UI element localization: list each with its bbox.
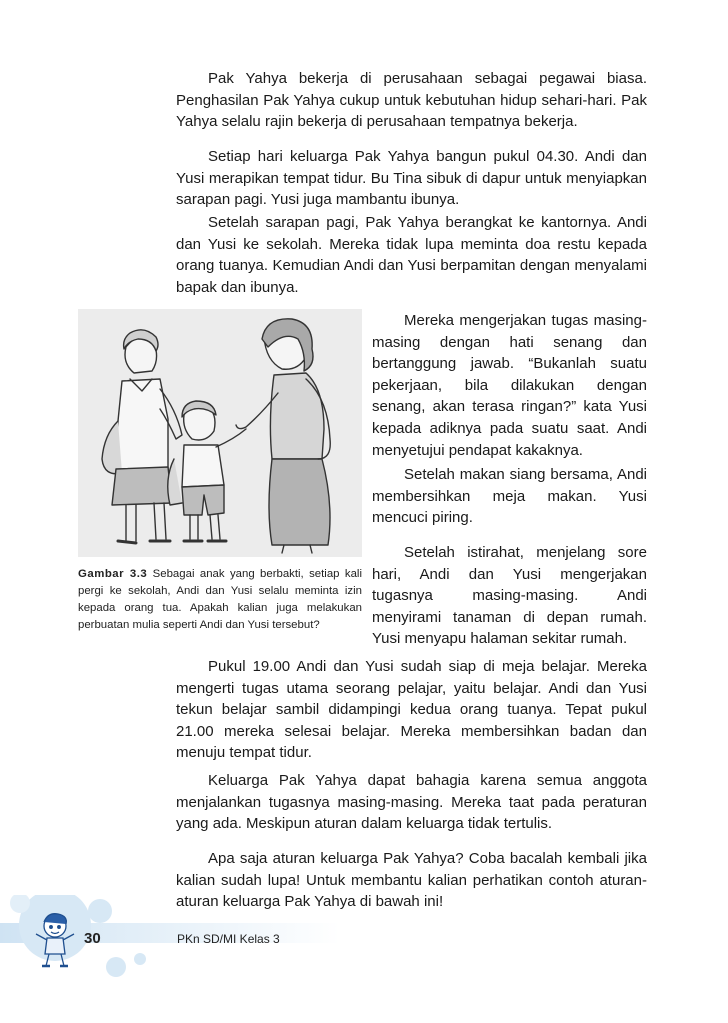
- illustration-children-greeting-mother: [78, 309, 362, 557]
- figure-caption-label: Gambar 3.3: [78, 568, 148, 580]
- paragraph-5: Setelah makan siang bersama, Andi membersihkan meja makan. Yusi mencuci piring.: [372, 466, 647, 527]
- paragraph-4: Mereka mengerjakan tugas masing-masing dengan hati senang dan bertanggung jawab. “Bukanlah suatu pekerjaan, bila dilakukan dengan senang, akan terasa ringan?” kata Yusi kepada adiknya pada suatu saat. Andi menyetujui pendapat kakaknya.: [372, 312, 647, 459]
- paragraph-3: Setelah sarapan pagi, Pak Yahya berangkat ke kantornya. Andi dan Yusi ke sekolah. Mereka tidak lupa meminta doa restu kepada orang tuanya. Kemudian Andi dan Yusi berpamitan dengan menyalami bapak dan ibunya.: [176, 214, 647, 296]
- paragraph-1: Pak Yahya bekerja di perusahaan sebagai pegawai biasa. Penghasilan Pak Yahya cukup untuk kebutuhan hidup sehari-hari. Pak Yahya selalu rajin bekerja di perusahaan tempatnya bekerja.: [176, 70, 647, 131]
- paragraph-6: Setelah istirahat, menjelang sore hari, Andi dan Yusi mengerjakan tugasnya masing-masing. Andi menyirami tanaman di depan rumah. Yusi menyapu halaman sekitar rumah.: [372, 544, 647, 648]
- figure-caption-text: Sebagai anak yang berbakti, setiap kali pergi ke sekolah, Andi dan Yusi selalu meminta izin kepada orang tua. Apakah kalian juga melakukan perbuatan mulia seperti Andi dan Yusi tersebut?: [78, 568, 362, 631]
- page-number: 30: [84, 930, 101, 947]
- figure-caption: [78, 566, 362, 634]
- family-illustration: [78, 309, 362, 557]
- mascot-icon: [30, 910, 80, 970]
- girl-figure: [102, 330, 182, 543]
- paragraph-7: Pukul 19.00 Andi dan Yusi sudah siap di meja belajar. Mereka mengerti tugas utama seorang pelajar, yaitu belajar. Andi dan Yusi tekun belajar sambil didampingi kedua orang tuanya. Tepat pukul 21.00 mereka selesai belajar. Mereka membersihkan badan dan menuju tempat tidur.: [176, 658, 647, 762]
- book-title: PKn SD/MI Kelas 3: [177, 932, 280, 946]
- paragraph-9: Apa saja aturan keluarga Pak Yahya? Coba bacalah kembali jika kalian sudah lupa! Untuk membantu kalian perhatikan contoh aturan-aturan keluarga Pak Yahya di bawah ini!: [176, 850, 647, 911]
- boy-figure: [168, 401, 246, 541]
- paragraph-2: Setiap hari keluarga Pak Yahya bangun pukul 04.30. Andi dan Yusi merapikan tempat tidur. Bu Tina sibuk di dapur untuk menyiapkan sarapan pagi. Yusi juga mambantu ibunya.: [176, 148, 647, 209]
- paragraph-8: Keluarga Pak Yahya dapat bahagia karena semua anggota menjalankan tugasnya masing-masing. Mereka taat pada peraturan yang ada. Meskipun aturan dalam keluarga tidak tertulis.: [176, 772, 647, 833]
- mother-figure: [236, 319, 330, 553]
